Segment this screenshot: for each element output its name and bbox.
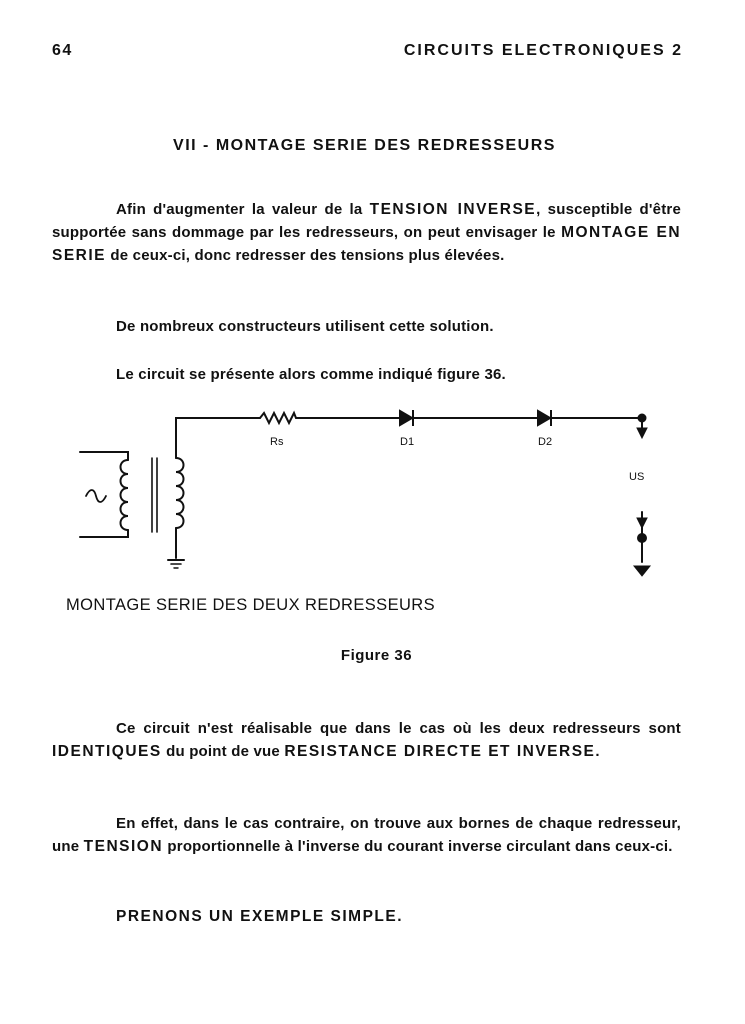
diode-d1: [400, 411, 412, 425]
paragraph-text: Le circuit se présente alors comme indiqué figure 36.: [116, 366, 506, 383]
paragraph-constructeurs: [52, 315, 681, 338]
resistor-rs: [260, 413, 296, 423]
paragraph-text: proportionnelle à l'inverse du courant inverse circulant dans ceux-ci.: [163, 838, 673, 855]
paragraph-text: .: [595, 743, 600, 760]
paragraph-text: , susceptible d'être supportée sans dommage par les redresseurs, on peut envisager le: [52, 201, 682, 241]
paragraph-text: du point de vue: [161, 743, 285, 760]
output-voltage-label: US: [629, 471, 645, 483]
paragraph-text: De nombreux constructeurs utilisent cette solution.: [116, 318, 494, 335]
output-arrow-mid: [637, 518, 647, 528]
paragraph-exemple: [52, 905, 681, 928]
figure-caption-main: MONTAGE SERIE DES DEUX REDRESSEURS: [66, 596, 436, 614]
running-title: CIRCUITS ELECTRONIQUES 2: [403, 42, 683, 59]
resistor-label: Rs: [270, 436, 284, 448]
diode-d2: [538, 411, 550, 425]
emphasis-exemple: PRENONS UN EXEMPLE SIMPLE.: [116, 908, 404, 925]
output-arrow-top: [637, 428, 647, 438]
emphasis-resistance: RESISTANCE DIRECTE ET INVERSE: [284, 743, 596, 760]
page-number: 64: [52, 42, 73, 59]
ac-source-symbol: [86, 490, 106, 502]
primary-lead-bottom: [80, 530, 128, 537]
primary-coil: [121, 460, 129, 530]
section-title: VII - MONTAGE SERIE DES REDRESSEURS: [173, 137, 556, 154]
primary-lead-top: [80, 452, 128, 460]
paragraph-tension-inverse: [52, 198, 681, 267]
figure-caption-number: Figure 36: [340, 647, 413, 664]
paragraph-identiques: [52, 717, 681, 763]
secondary-coil: [176, 458, 184, 528]
emphasis-montage-en-serie: MONTAGE EN SERIE: [52, 224, 682, 264]
diode1-label: D1: [400, 436, 415, 448]
output-terminal-bottom: [638, 534, 646, 542]
emphasis-identiques: IDENTIQUES: [52, 743, 162, 760]
output-arrow-bottom: [634, 566, 650, 576]
secondary-lead-top: [176, 418, 260, 458]
paragraph-text: de ceux-ci, donc redresser des tensions plus élevées.: [106, 247, 505, 264]
paragraph-text: Afin d'augmenter la valeur de la: [116, 201, 370, 218]
emphasis-tension-inverse: TENSION INVERSE: [369, 201, 537, 218]
paragraph-text: Ce circuit n'est réalisable que dans le cas où les deux redresseurs sont: [116, 720, 681, 737]
paragraph-figure-reference: [52, 363, 681, 386]
paragraph-en-effet: [52, 812, 681, 858]
emphasis-tension: TENSION: [83, 838, 164, 855]
circuit-diagram: [0, 400, 745, 590]
paragraph-text: En effet, dans le cas contraire, on trouve aux bornes de chaque redresseur, une: [52, 815, 681, 855]
output-terminal-top: [639, 415, 646, 422]
diode2-label: D2: [538, 436, 553, 448]
